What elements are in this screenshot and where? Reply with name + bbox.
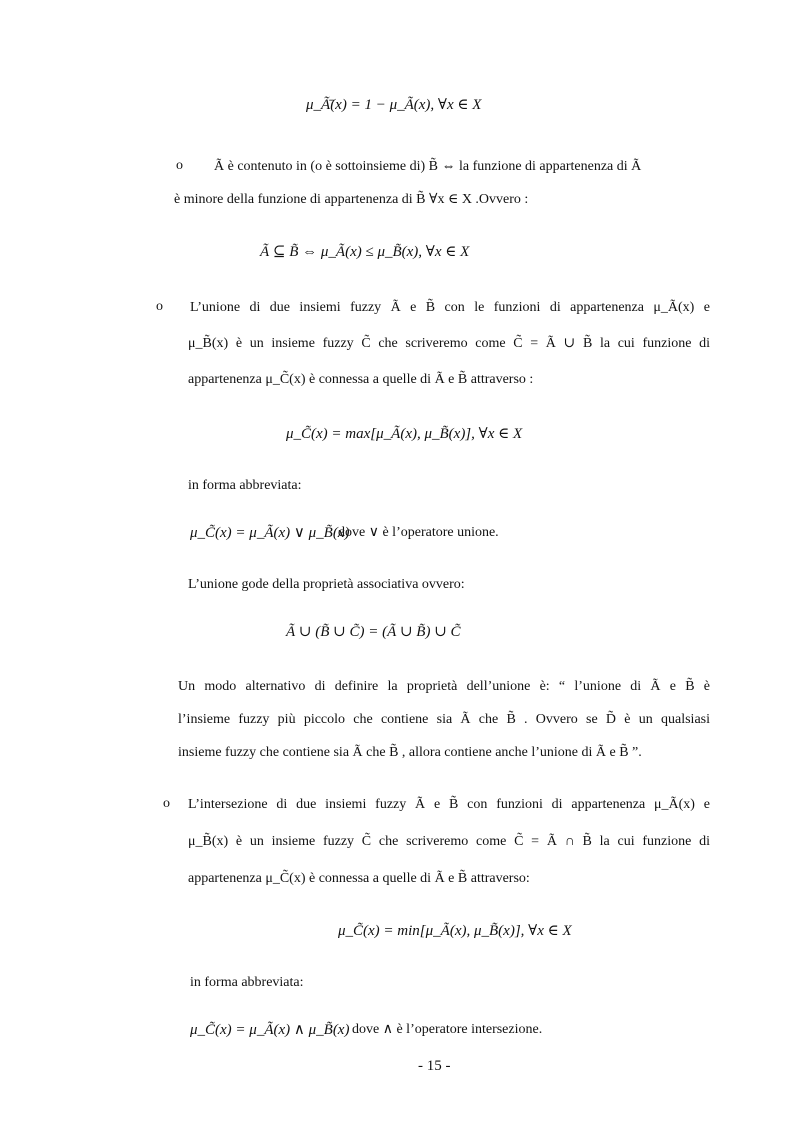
associative-intro: L’unione gode della proprietà associativa ovvero: bbox=[188, 577, 465, 592]
alt-def-line-2: l’insieme fuzzy più piccolo che contiene sia Ã che B̃ . Ovvero se D̃ è un qualsiasi bbox=[178, 712, 710, 727]
formula-intersection-short: μ_C̃(x) = μ_Ã(x) ∧ μ_B̃(x) bbox=[190, 1022, 350, 1038]
intersection-operator-note: dove ∧ è l’operatore intersezione. bbox=[352, 1022, 543, 1037]
formula-associative: Ã ∪ (B̃ ∪ C̃) = (Ã ∪ B̃) ∪ C̃ bbox=[286, 624, 461, 640]
union-line-2: μ_B̃(x) è un insieme fuzzy C̃ che scriveremo come C̃ = Ã ∪ B̃ la cui funzione di bbox=[188, 336, 710, 351]
alt-def-line-3: insieme fuzzy che contiene sia Ã che B̃ , allora contiene anche l’unione di Ã e B̃ ”. bbox=[178, 745, 642, 760]
subset-line-2: è minore della funzione di appartenenza di B̃ ∀x ∈ X .Ovvero : bbox=[174, 192, 529, 207]
formula-subset: Ã ⊆ B̃ ⇔ μ_Ã(x) ≤ μ_B̃(x), ∀x ∈ X bbox=[260, 244, 470, 260]
union-line-3: appartenenza μ_C̃(x) è connessa a quelle di Ã e B̃ attraverso : bbox=[188, 372, 534, 387]
union-operator-note: dove ∨ è l’operatore unione. bbox=[338, 525, 499, 540]
union-line-1: L’unione di due insiemi fuzzy Ã e B̃ con le funzioni di appartenenza μ_Ã(x) e bbox=[190, 300, 710, 315]
formula-union-short: μ_C̃(x) = μ_Ã(x) ∨ μ_B̃(x) bbox=[190, 525, 350, 541]
formula-complement: μ_Ã̄(x) = 1 − μ_Ã(x), ∀x ∈ X bbox=[306, 97, 482, 113]
short-form-label-2: in forma abbreviata: bbox=[190, 975, 304, 990]
formula-intersection-min: μ_C̃(x) = min[μ_Ã(x), μ_B̃(x)], ∀x ∈ X bbox=[338, 923, 572, 939]
bullet-union: o bbox=[156, 299, 163, 314]
bullet-intersection: o bbox=[163, 796, 170, 811]
bullet-subset: o bbox=[176, 158, 183, 173]
subset-line-1: Ã è contenuto in (o è sottoinsieme di) B̃ ⇔ la funzione di appartenenza di Ã bbox=[214, 159, 642, 174]
alt-def-line-1: Un modo alternativo di definire la proprietà dell’unione è: “ l’unione di Ã e B̃ è bbox=[178, 679, 710, 694]
inter-line-2: μ_B̃(x) è un insieme fuzzy C̃ che scriveremo come C̃ = Ã ∩ B̃ la cui funzione di bbox=[188, 834, 710, 849]
inter-line-3: appartenenza μ_C̃(x) è connessa a quelle di Ã e B̃ attraverso: bbox=[188, 871, 530, 886]
formula-union-max: μ_C̃(x) = max[μ_Ã(x), μ_B̃(x)], ∀x ∈ X bbox=[286, 426, 523, 442]
inter-line-1: L’intersezione di due insiemi fuzzy Ã e B̃ con funzioni di appartenenza μ_Ã(x) e bbox=[188, 797, 710, 812]
short-form-label-1: in forma abbreviata: bbox=[188, 478, 302, 493]
page-number: - 15 - bbox=[418, 1058, 451, 1074]
